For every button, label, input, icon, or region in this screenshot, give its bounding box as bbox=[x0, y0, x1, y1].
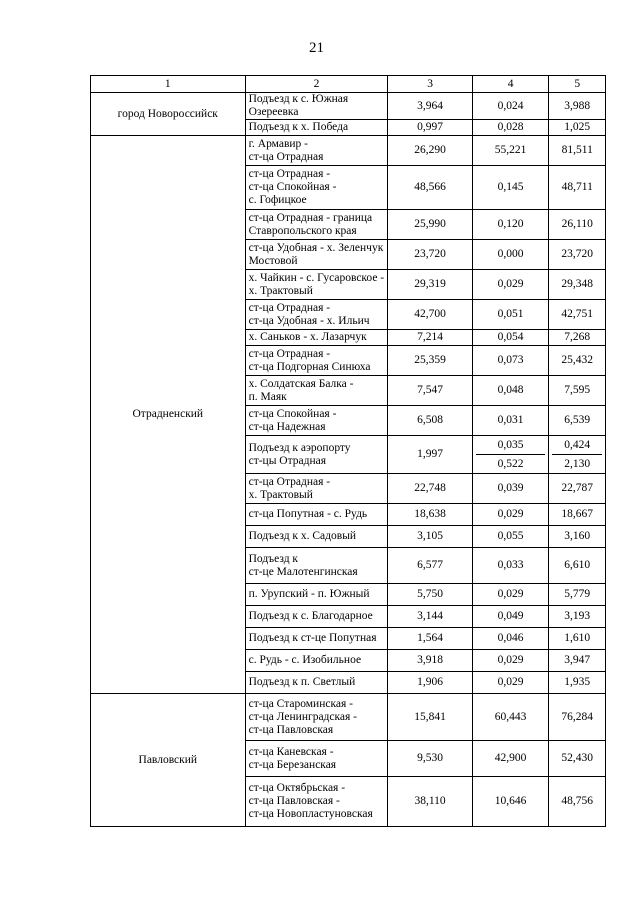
total-cell: 81,511 bbox=[549, 136, 606, 166]
split-cell-col-4 bbox=[472, 436, 549, 474]
road-name-cell: ст-ца Удобная - х. Зеленчук Мостовой bbox=[245, 240, 388, 270]
district-cell: Отрадненский bbox=[91, 136, 246, 694]
road-name-cell: Подъезд к х. Садовый bbox=[245, 526, 388, 548]
value-cell-col-4: 0,145 bbox=[472, 166, 549, 210]
value-cell-col-4: 55,221 bbox=[472, 136, 549, 166]
total-cell: 76,284 bbox=[549, 694, 606, 741]
header-col-4: 4 bbox=[472, 76, 549, 93]
total-cell: 42,751 bbox=[549, 300, 606, 330]
district-cell: Павловский bbox=[91, 694, 246, 827]
road-name-cell: ст-ца Отрадная - ст-ца Удобная - х. Ильич bbox=[245, 300, 388, 330]
header-col-5: 5 bbox=[549, 76, 606, 93]
road-name-cell: г. Армавир - ст-ца Отрадная bbox=[245, 136, 388, 166]
value-cell-col-4: 42,900 bbox=[472, 741, 549, 777]
split-cell-col-5 bbox=[549, 436, 606, 474]
total-cell: 22,787 bbox=[549, 474, 606, 504]
length-cell: 6,508 bbox=[388, 406, 472, 436]
value-cell-col-4: 0,029 bbox=[472, 270, 549, 300]
value-cell-col-4: 0,055 bbox=[472, 526, 549, 548]
length-cell: 3,964 bbox=[388, 93, 472, 120]
value-cell-col-4: 0,039 bbox=[472, 474, 549, 504]
road-name-cell: ст-ца Отрадная - х. Трактовый bbox=[245, 474, 388, 504]
total-cell: 1,935 bbox=[549, 672, 606, 694]
length-cell: 38,110 bbox=[388, 777, 472, 827]
total-cell: 7,595 bbox=[549, 376, 606, 406]
total-cell: 3,947 bbox=[549, 650, 606, 672]
road-name-cell: ст-ца Спокойная - ст-ца Надежная bbox=[245, 406, 388, 436]
length-cell: 7,547 bbox=[388, 376, 472, 406]
value-cell-col-4: 0,029 bbox=[472, 504, 549, 526]
road-table bbox=[90, 75, 606, 827]
road-name-cell: Подъезд к аэропорту ст-цы Отрадная bbox=[245, 436, 388, 474]
total-cell: 23,720 bbox=[549, 240, 606, 270]
road-name-cell: ст-ца Отрадная - граница Ставропольского края bbox=[245, 210, 388, 240]
length-cell: 5,750 bbox=[388, 584, 472, 606]
road-name-cell: Подъезд к х. Победа bbox=[245, 120, 388, 136]
split-value: 2,130 bbox=[564, 457, 591, 470]
length-cell: 26,290 bbox=[388, 136, 472, 166]
road-name-cell: ст-ца Каневская - ст-ца Березанская bbox=[245, 741, 388, 777]
value-cell-col-4: 0,054 bbox=[472, 330, 549, 346]
value-cell-col-4: 10,646 bbox=[472, 777, 549, 827]
length-cell: 6,577 bbox=[388, 548, 472, 584]
value-cell-col-4: 0,029 bbox=[472, 584, 549, 606]
header-col-1: 1 bbox=[91, 76, 246, 93]
road-name-cell: ст-ца Староминская - ст-ца Ленинградская - ст-ца Павловская bbox=[245, 694, 388, 741]
road-name-cell: ст-ца Октябрьская - ст-ца Павловская - ст-ца Новопластуновская bbox=[245, 777, 388, 827]
value-cell-col-4: 0,029 bbox=[472, 650, 549, 672]
length-cell: 25,359 bbox=[388, 346, 472, 376]
length-cell: 42,700 bbox=[388, 300, 472, 330]
value-cell-col-4: 0,046 bbox=[472, 628, 549, 650]
road-name-cell: Подъезд к с. Благодарное bbox=[245, 606, 388, 628]
road-name-cell: Подъезд к п. Светлый bbox=[245, 672, 388, 694]
value-cell-col-4: 0,073 bbox=[472, 346, 549, 376]
header-row bbox=[91, 76, 606, 93]
road-name-cell: с. Рудь - с. Изобильное bbox=[245, 650, 388, 672]
road-name-cell: Подъезд к ст-це Попутная bbox=[245, 628, 388, 650]
length-cell: 3,144 bbox=[388, 606, 472, 628]
total-cell: 3,988 bbox=[549, 93, 606, 120]
road-name-cell: ст-ца Попутная - с. Рудь bbox=[245, 504, 388, 526]
value-cell-col-4: 0,029 bbox=[472, 672, 549, 694]
value-cell-col-4: 0,049 bbox=[472, 606, 549, 628]
table-row bbox=[91, 694, 606, 741]
value-cell-col-4: 0,024 bbox=[472, 93, 549, 120]
table-row bbox=[91, 136, 606, 166]
split-value: 0,424 bbox=[552, 436, 602, 455]
length-cell: 15,841 bbox=[388, 694, 472, 741]
page-number: 21 bbox=[309, 40, 324, 56]
road-name-cell: ст-ца Отрадная - ст-ца Спокойная - с. Гофицкое bbox=[245, 166, 388, 210]
length-cell: 3,105 bbox=[388, 526, 472, 548]
length-cell: 1,564 bbox=[388, 628, 472, 650]
road-name-cell: Подъезд к с. Южная Озереевка bbox=[245, 93, 388, 120]
length-cell: 1,906 bbox=[388, 672, 472, 694]
total-cell: 5,779 bbox=[549, 584, 606, 606]
total-cell: 6,539 bbox=[549, 406, 606, 436]
length-cell: 48,566 bbox=[388, 166, 472, 210]
total-cell: 29,348 bbox=[549, 270, 606, 300]
split-value: 0,522 bbox=[497, 457, 524, 470]
total-cell: 3,160 bbox=[549, 526, 606, 548]
district-cell: город Новороссийск bbox=[91, 93, 246, 136]
total-cell: 1,025 bbox=[549, 120, 606, 136]
value-cell-col-4: 0,051 bbox=[472, 300, 549, 330]
total-cell: 48,711 bbox=[549, 166, 606, 210]
value-cell-col-4: 60,443 bbox=[472, 694, 549, 741]
header-col-3: 3 bbox=[388, 76, 472, 93]
total-cell: 48,756 bbox=[549, 777, 606, 827]
total-cell: 7,268 bbox=[549, 330, 606, 346]
road-name-cell: х. Чайкин - с. Гусаровское - х. Трактовый bbox=[245, 270, 388, 300]
length-cell: 29,319 bbox=[388, 270, 472, 300]
length-cell: 22,748 bbox=[388, 474, 472, 504]
total-cell: 18,667 bbox=[549, 504, 606, 526]
total-cell: 1,610 bbox=[549, 628, 606, 650]
road-name-cell: х. Саньков - х. Лазарчук bbox=[245, 330, 388, 346]
total-cell: 6,610 bbox=[549, 548, 606, 584]
length-cell: 7,214 bbox=[388, 330, 472, 346]
value-cell-col-4: 0,120 bbox=[472, 210, 549, 240]
length-cell: 0,997 bbox=[388, 120, 472, 136]
road-name-cell: п. Урупский - п. Южный bbox=[245, 584, 388, 606]
split-value: 0,035 bbox=[476, 436, 546, 455]
road-name-cell: х. Солдатская Балка - п. Маяк bbox=[245, 376, 388, 406]
length-cell: 25,990 bbox=[388, 210, 472, 240]
road-name-cell: Подъезд к ст-це Малотенгинская bbox=[245, 548, 388, 584]
value-cell-col-4: 0,028 bbox=[472, 120, 549, 136]
value-cell-col-4: 0,031 bbox=[472, 406, 549, 436]
total-cell: 26,110 bbox=[549, 210, 606, 240]
total-cell: 25,432 bbox=[549, 346, 606, 376]
length-cell: 18,638 bbox=[388, 504, 472, 526]
length-cell: 9,530 bbox=[388, 741, 472, 777]
value-cell-col-4: 0,000 bbox=[472, 240, 549, 270]
total-cell: 3,193 bbox=[549, 606, 606, 628]
value-cell-col-4: 0,048 bbox=[472, 376, 549, 406]
road-name-cell: ст-ца Отрадная - ст-ца Подгорная Синюха bbox=[245, 346, 388, 376]
table-row bbox=[91, 93, 606, 120]
header-col-2: 2 bbox=[245, 76, 388, 93]
length-cell: 1,997 bbox=[388, 436, 472, 474]
total-cell: 52,430 bbox=[549, 741, 606, 777]
value-cell-col-4: 0,033 bbox=[472, 548, 549, 584]
length-cell: 3,918 bbox=[388, 650, 472, 672]
length-cell: 23,720 bbox=[388, 240, 472, 270]
